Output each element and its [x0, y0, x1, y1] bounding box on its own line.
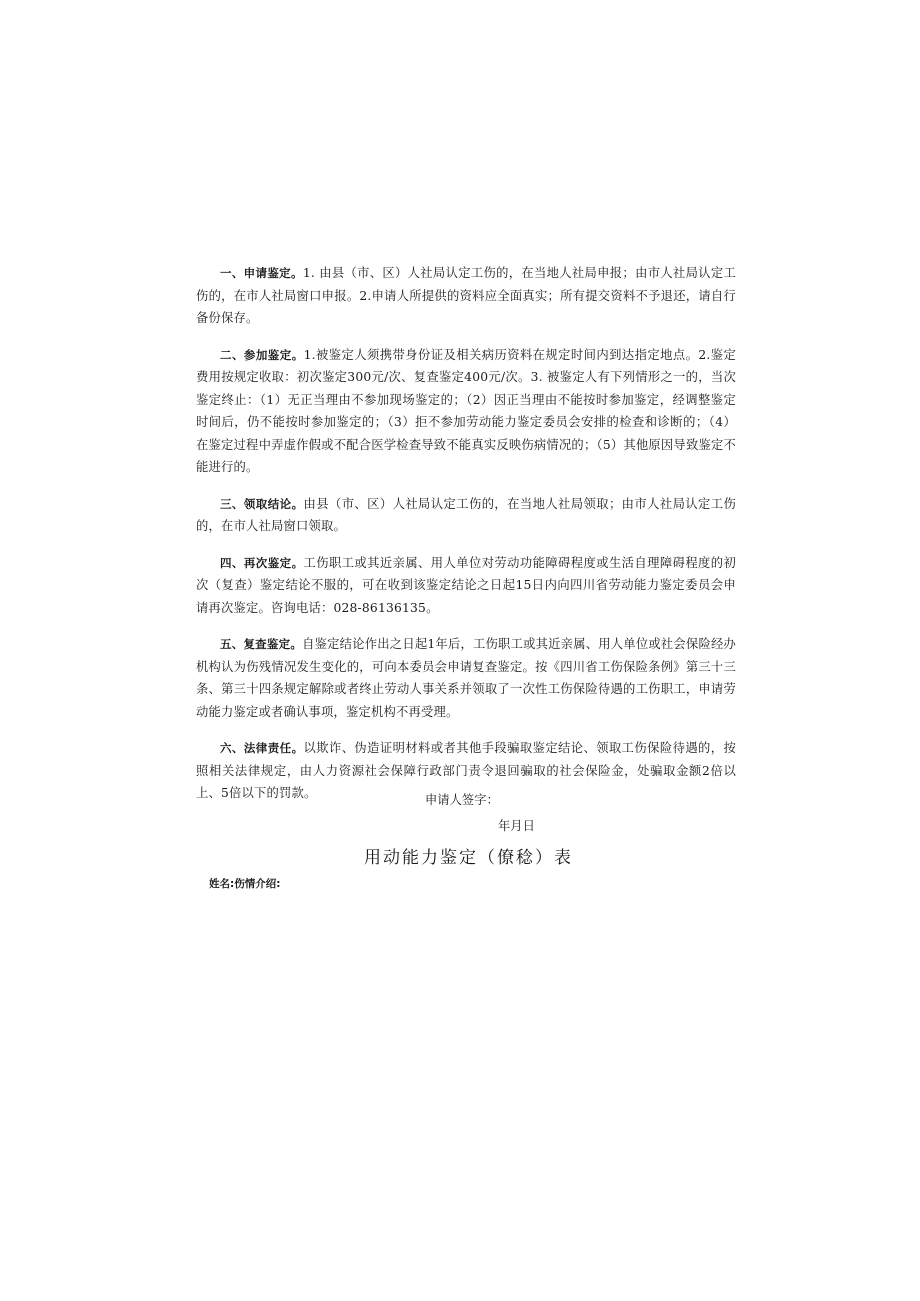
section-collect — [196, 493, 736, 538]
section-heading: 四、再次鉴定。 — [220, 555, 304, 570]
section-apply — [196, 262, 736, 330]
section-heading: 五、复查鉴定。 — [220, 637, 303, 651]
section-body: 由县（市、区）人社局认定工伤的，在当地人社局领取；由市人社局认定工伤的，在市人社局窗口领取。 — [196, 496, 736, 533]
form-fields: 姓名:伤情介绍: — [209, 878, 281, 890]
section-attend — [196, 344, 736, 479]
section-body: 工伤职工或其近亲属、用人单位对劳动功能障碍程度或生活自理障碍程度的初次（复查）鉴定结论不服的，可在收到该鉴定结论之日起15日内向四川省劳动能力鉴定委员会申请再次鉴定。咨询电话：028-86136135。 — [196, 555, 736, 615]
section-body: 以欺诈、伪造证明材料或者其他手段骗取鉴定结论、领取工伤保险待遇的，按照相关法律规定，由人力资源社会保障行政部门责令退回骗取的社会保险金，处骗取金额2倍以上、5倍以下的罚款。 — [196, 741, 736, 800]
section-heading: 二、参加鉴定。 — [220, 347, 304, 362]
date-label: 年月日 — [498, 819, 535, 833]
section-review — [196, 633, 736, 723]
section-body: 1. 由县（市、区）人社局认定工伤的，在当地人社局申报；由市人社局认定工伤的，在市人社局窗口申报。2.申请人所提供的资料应全面真实；所有提交资料不予退还，请自行备份保存。 — [196, 266, 736, 325]
section-heading: 六、法律责任。 — [220, 741, 304, 755]
section-heading: 一、申请鉴定。 — [220, 266, 303, 280]
signature-label: 申请人签字： — [425, 793, 499, 807]
form-title: 用动能力鉴定（僚稔）表 — [364, 848, 573, 868]
section-heading: 三、领取结论。 — [220, 496, 304, 511]
section-body: 自鉴定结论作出之日起1年后，工伤职工或其近亲属、用人单位或社会保险经办机构认为伤残情况发生变化的，可向本委员会申请复查鉴定。按《四川省工伤保险条例》第三十三条、第三十四条规定解除或者终止劳动人事关系并领取了一次性工伤保险待遇的工伤职工，申请劳动能力鉴定或者确认事项，鉴定机构不再受理。 — [196, 637, 737, 719]
section-reappraisal — [196, 552, 736, 620]
notice-content — [196, 262, 736, 819]
section-body: 1.被鉴定人须携带身份证及相关病历资料在规定时间内到达指定地点。2.鉴定费用按规定收取：初次鉴定300元/次、复查鉴定400元/次。3. 被鉴定人有下列情形之一的，当次鉴定终止：（1）无正当理由不参加现场鉴定的；（2）因正当理由不能按时参加鉴定，经调整鉴定时间后，仍不能按时参加鉴定的；（3）拒不参加劳动能力鉴定委员会安排的检查和诊断的；（4）在鉴定过程中弄虚作假或不配合医学检查导致不能真实反映伤病情况的；（5）其他原因导致鉴定不能进行的。 — [196, 347, 736, 474]
